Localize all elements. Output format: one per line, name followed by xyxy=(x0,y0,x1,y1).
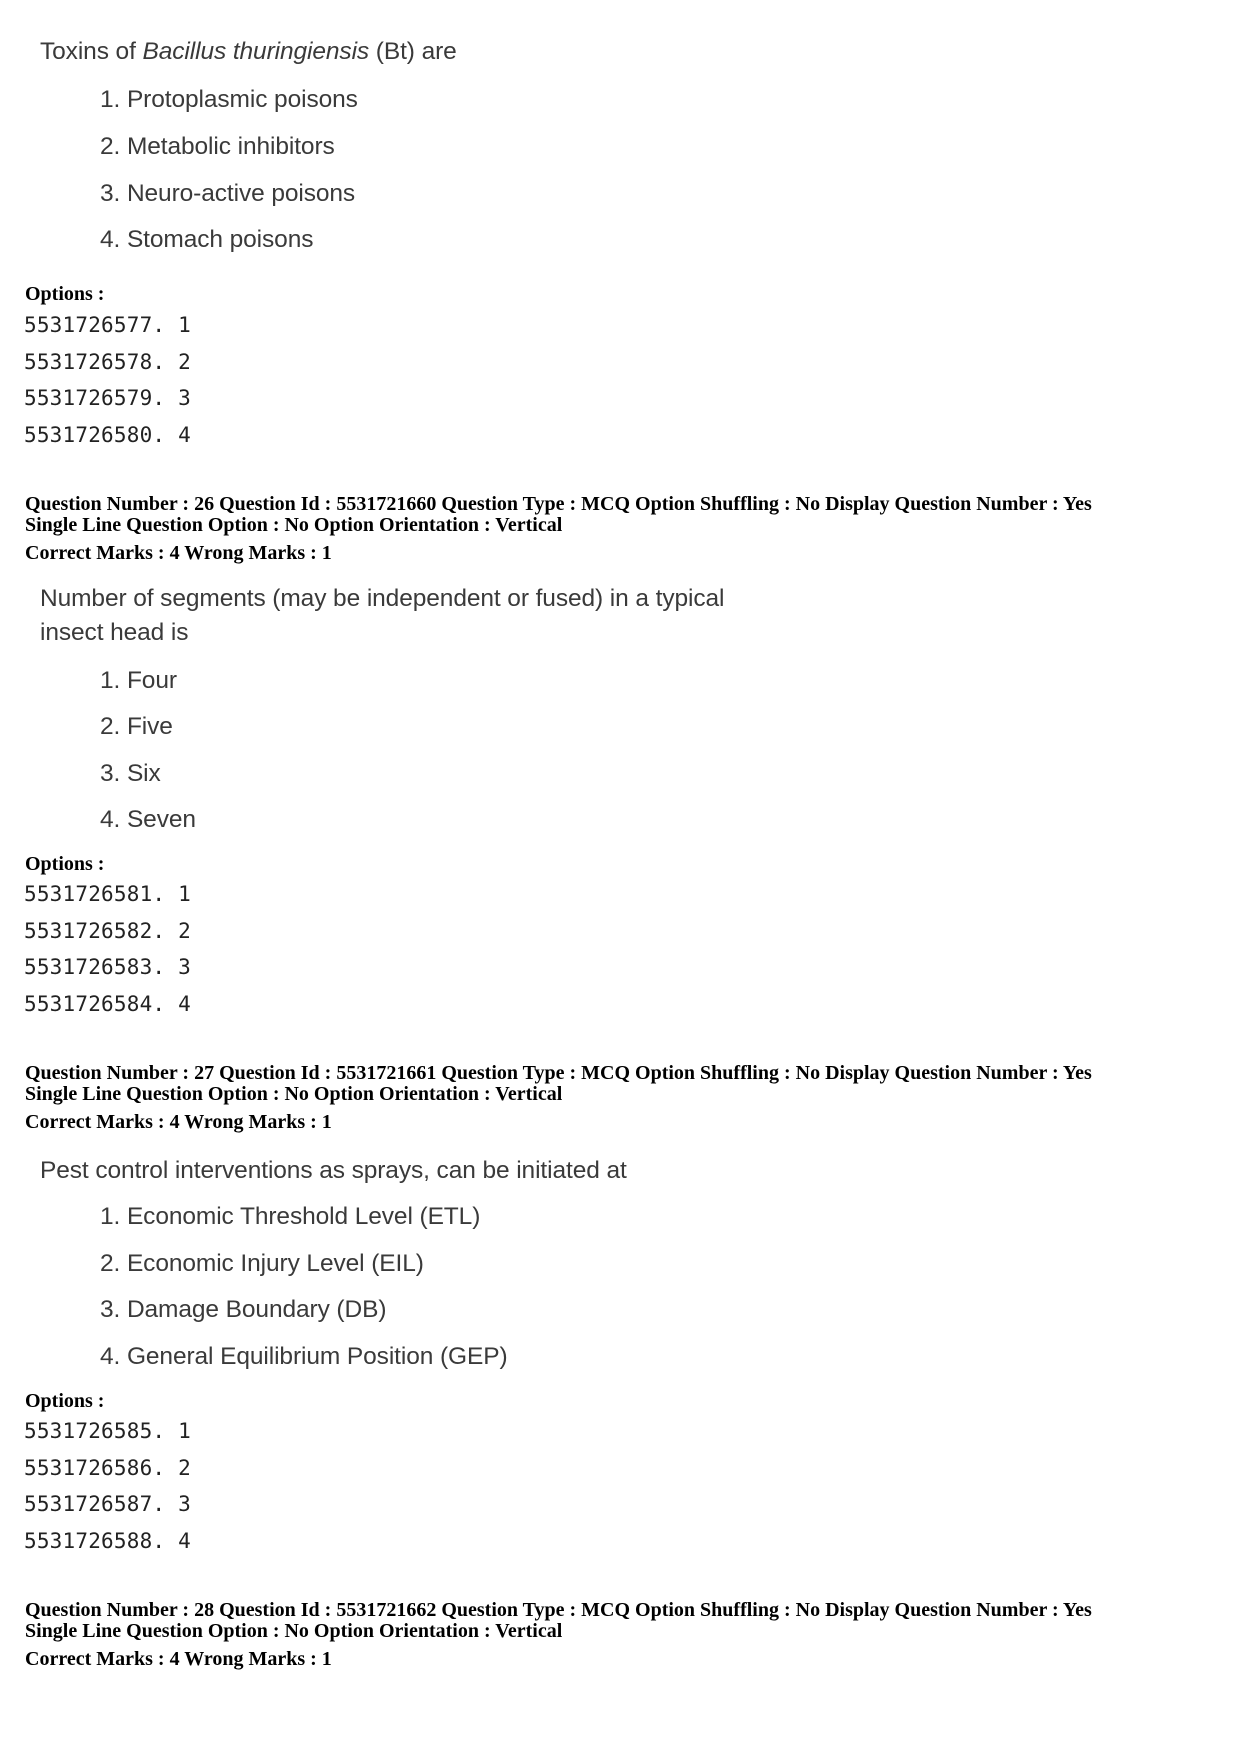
question-25-choice-1: 1. Protoplasmic poisons xyxy=(100,86,358,113)
question-27-marks: Correct Marks : 4 Wrong Marks : 1 xyxy=(25,1111,332,1133)
question-27-options-label: Options : xyxy=(25,1390,105,1412)
question-28-marks: Correct Marks : 4 Wrong Marks : 1 xyxy=(25,1648,332,1670)
question-26-choice-3: 3. Six xyxy=(100,760,161,787)
question-26-choice-4: 4. Seven xyxy=(100,806,196,833)
question-25-option-id-3: 5531726579. 3 xyxy=(24,386,191,410)
question-28-meta-line-2: Single Line Question Option : No Option Orientation : Vertical xyxy=(25,1620,563,1642)
question-25-stem-prefix: Toxins of xyxy=(40,38,143,65)
question-26-stem-line-2: insect head is xyxy=(40,619,189,646)
question-27-option-id-2: 5531726586. 2 xyxy=(24,1456,191,1480)
question-25-stem-suffix: (Bt) are xyxy=(369,38,457,65)
question-25-option-id-2: 5531726578. 2 xyxy=(24,350,191,374)
question-26-marks: Correct Marks : 4 Wrong Marks : 1 xyxy=(25,542,332,564)
question-26-choice-1: 1. Four xyxy=(100,667,177,694)
question-25-options-label: Options : xyxy=(25,283,105,305)
question-25-choice-2: 2. Metabolic inhibitors xyxy=(100,133,335,160)
question-26-option-id-3: 5531726583. 3 xyxy=(24,955,191,979)
question-27-option-id-1: 5531726585. 1 xyxy=(24,1419,191,1443)
question-27-choice-2: 2. Economic Injury Level (EIL) xyxy=(100,1250,424,1277)
question-27-choice-1: 1. Economic Threshold Level (ETL) xyxy=(100,1203,481,1230)
question-25-stem-italic: Bacillus thuringiensis xyxy=(142,38,370,65)
question-27-meta-line-2: Single Line Question Option : No Option Orientation : Vertical xyxy=(25,1083,563,1105)
question-25-option-id-1: 5531726577. 1 xyxy=(24,313,191,337)
question-25-stem xyxy=(40,38,457,66)
question-26-option-id-2: 5531726582. 2 xyxy=(24,919,191,943)
question-26-meta-line-2: Single Line Question Option : No Option Orientation : Vertical xyxy=(25,514,563,536)
question-25-choice-3: 3. Neuro-active poisons xyxy=(100,180,356,207)
question-27-meta-line-1: Question Number : 27 Question Id : 5531721661 Question Type : MCQ Option Shuffling : No Display Question Number : Yes xyxy=(25,1062,1092,1084)
question-27-stem: Pest control interventions as sprays, can be initiated at xyxy=(40,1157,627,1184)
question-26-options-label: Options : xyxy=(25,853,105,875)
question-28-meta-line-1: Question Number : 28 Question Id : 5531721662 Question Type : MCQ Option Shuffling : No Display Question Number : Yes xyxy=(25,1599,1092,1621)
question-25-option-id-4: 5531726580. 4 xyxy=(24,423,191,447)
question-26-meta-line-1: Question Number : 26 Question Id : 5531721660 Question Type : MCQ Option Shuffling : No Display Question Number : Yes xyxy=(25,493,1092,515)
question-27-option-id-4: 5531726588. 4 xyxy=(24,1529,191,1553)
question-26-option-id-1: 5531726581. 1 xyxy=(24,882,191,906)
question-27-choice-4: 4. General Equilibrium Position (GEP) xyxy=(100,1343,508,1370)
question-27-option-id-3: 5531726587. 3 xyxy=(24,1492,191,1516)
question-27-choice-3: 3. Damage Boundary (DB) xyxy=(100,1296,387,1323)
question-26-choice-2: 2. Five xyxy=(100,713,173,740)
question-25-choice-4: 4. Stomach poisons xyxy=(100,226,314,253)
question-26-option-id-4: 5531726584. 4 xyxy=(24,992,191,1016)
question-26-stem-line-1: Number of segments (may be independent or fused) in a typical xyxy=(40,585,725,612)
